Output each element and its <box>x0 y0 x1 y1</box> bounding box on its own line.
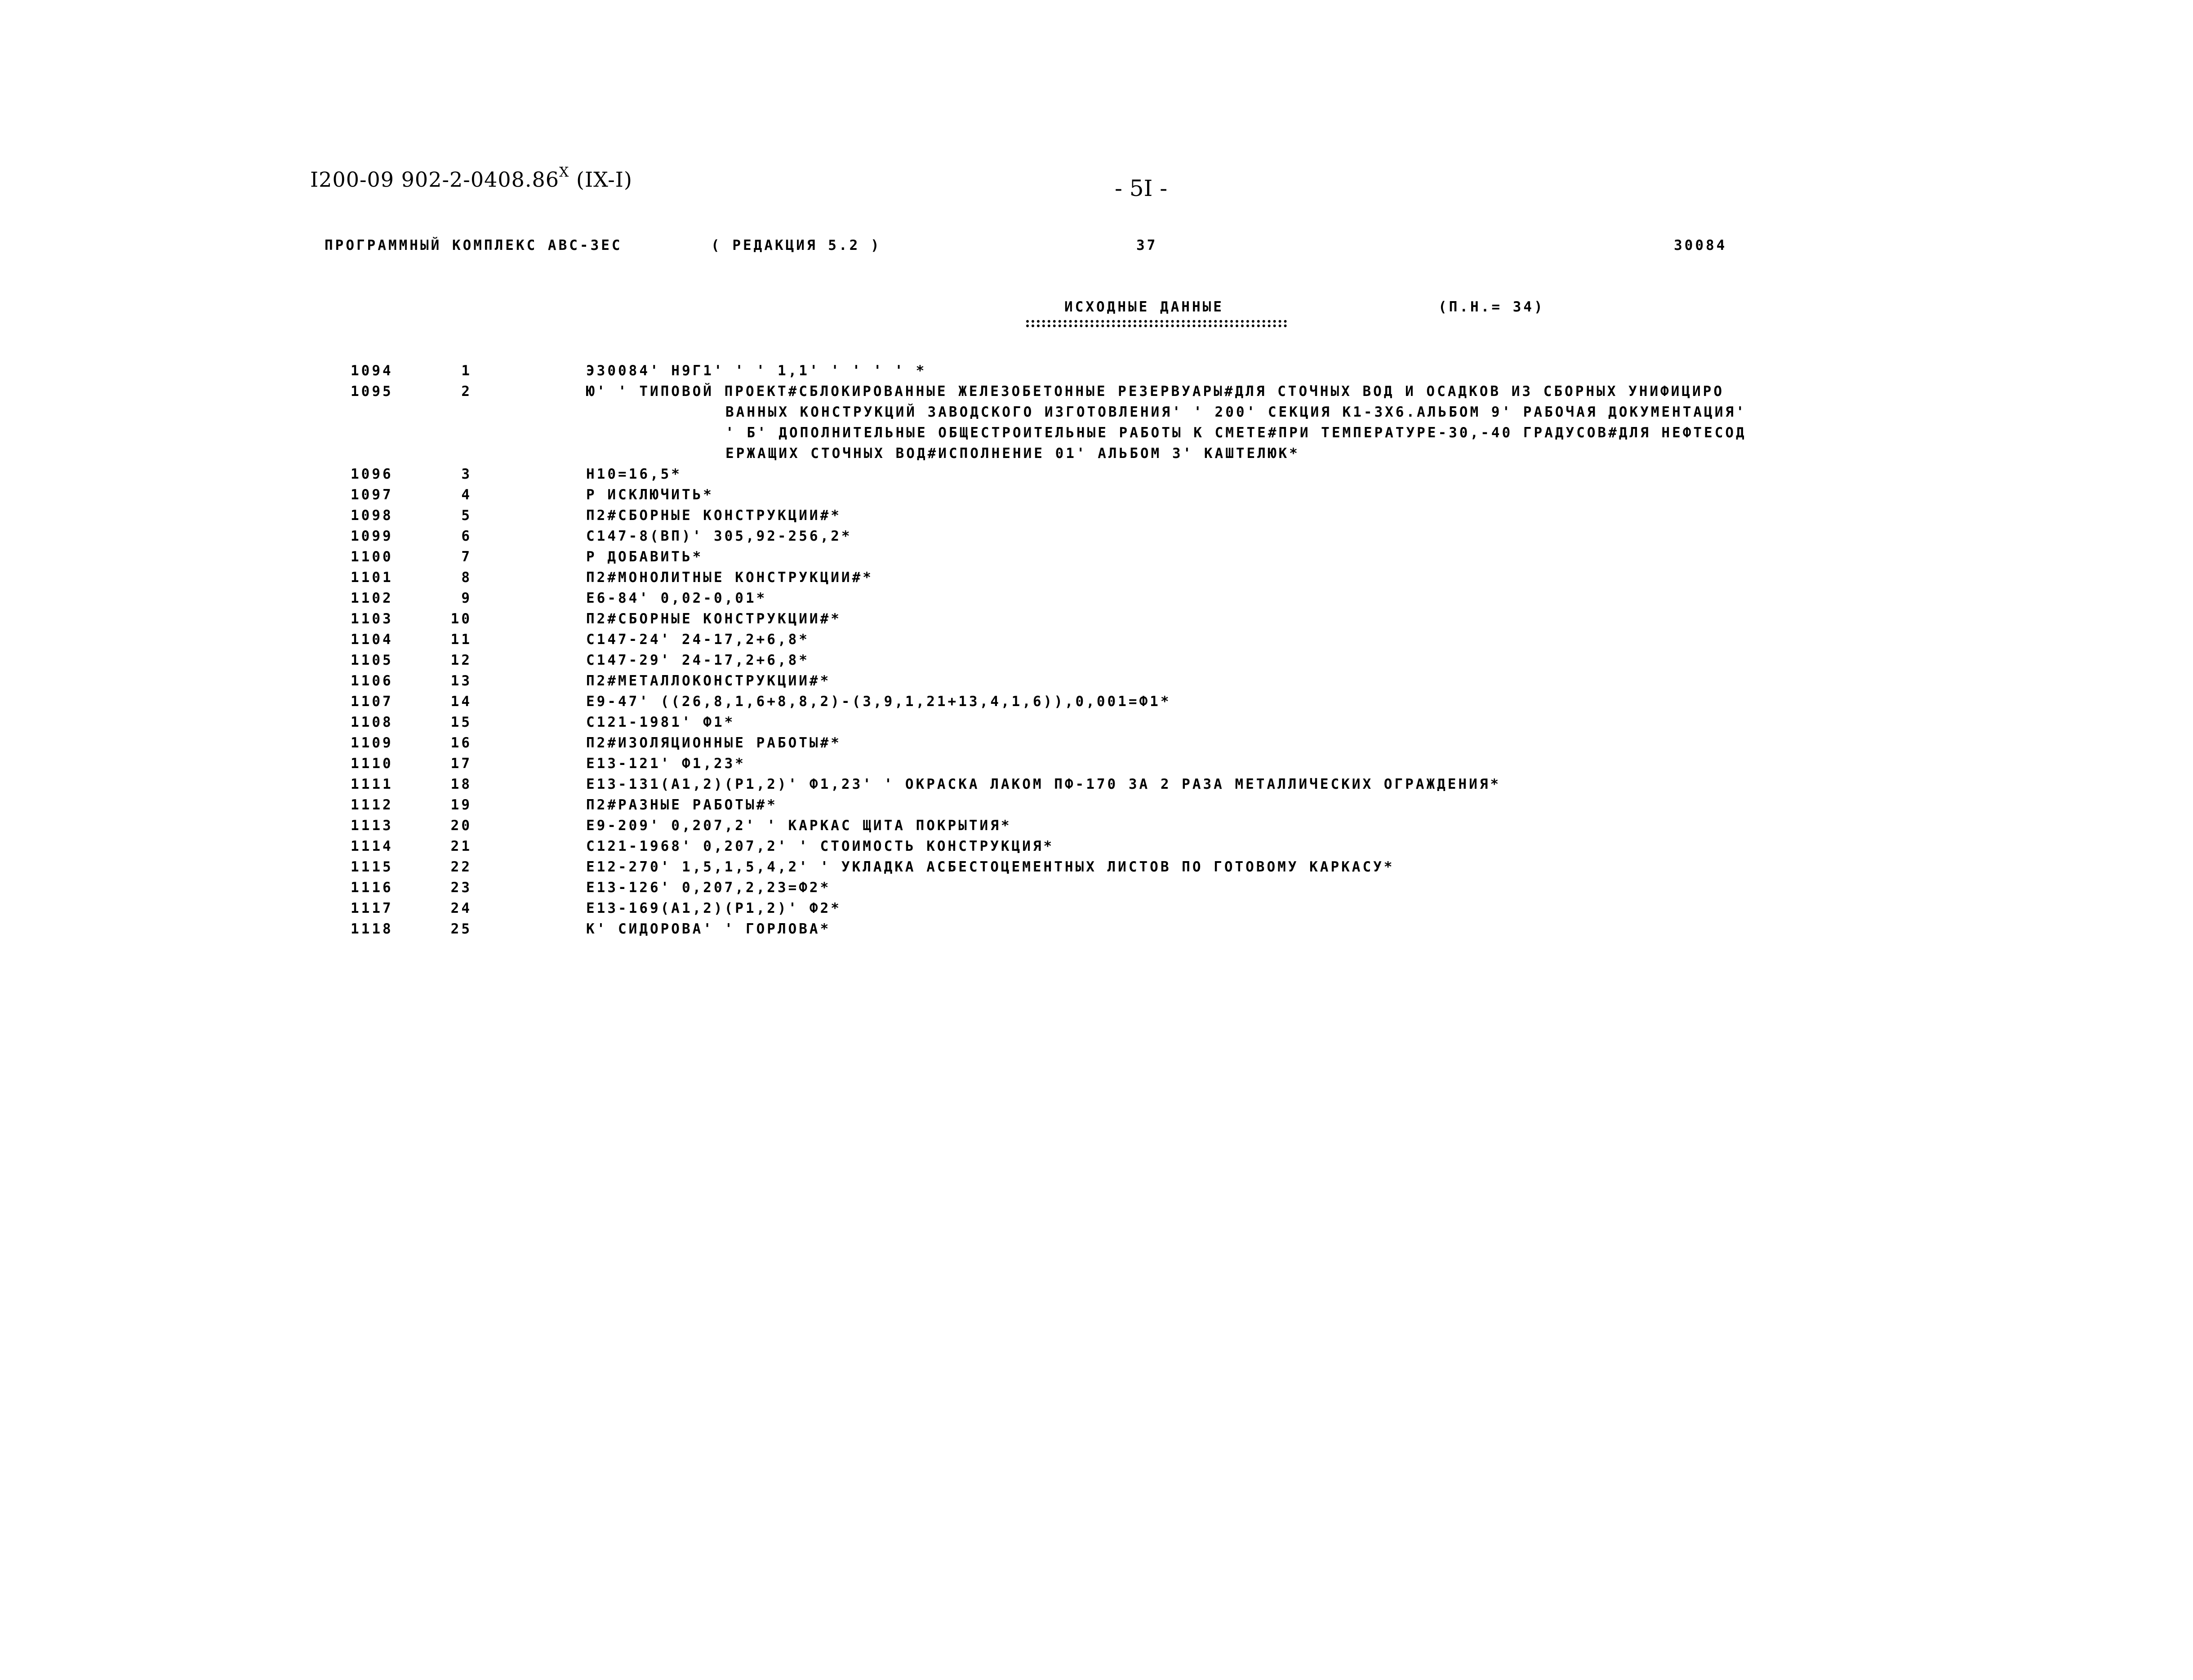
row-number: 1114 <box>351 838 393 854</box>
row-number: 1118 <box>351 921 393 937</box>
row-sequence: 19 <box>450 797 472 813</box>
program-name: ПРОГРАММНЫЙ КОМПЛЕКС АВС-ЗЕС <box>325 237 623 253</box>
row-sequence: 3 <box>461 466 472 482</box>
row-number: 1113 <box>351 818 393 834</box>
row-sequence: 21 <box>450 838 472 854</box>
row-sequence: 8 <box>461 569 472 586</box>
row-text: Е13-126' 0,207,2,23=Ф2* <box>586 880 831 896</box>
row-text: Ю' ' ТИПОВОЙ ПРОЕКТ#СБЛОКИРОВАННЫЕ ЖЕЛЕЗОБЕТОННЫЕ РЕЗЕРВУАРЫ#ДЛЯ СТОЧНЫХ ВОД И ОСАДКОВ ИЗ СБОРНЫХ УНИФИЦИРО <box>586 383 1725 400</box>
row-number: 1115 <box>351 859 393 875</box>
row-sequence: 2 <box>461 383 472 400</box>
row-sequence: 10 <box>450 611 472 627</box>
row-sequence: 17 <box>450 756 472 772</box>
row-text: К' СИДОРОВА' ' ГОРЛОВА* <box>586 921 831 937</box>
row-number: 1098 <box>351 507 393 524</box>
row-text: Е12-270' 1,5,1,5,4,2' ' УКЛАДКА АСБЕСТОЦЕМЕНТНЫХ ЛИСТОВ ПО ГОТОВОМУ КАРКАСУ* <box>586 859 1395 875</box>
row-sequence: 6 <box>461 528 472 544</box>
row-number: 1105 <box>351 652 393 668</box>
row-text: П2#СБОРНЫЕ КОНСТРУКЦИИ#* <box>586 507 841 524</box>
row-text: Р ДОБАВИТЬ* <box>586 549 703 565</box>
row-sequence: 16 <box>450 735 472 751</box>
row-sequence: 20 <box>450 818 472 834</box>
row-number: 1109 <box>351 735 393 751</box>
row-sequence: 24 <box>450 900 472 916</box>
row-number: 1102 <box>351 590 393 606</box>
row-text: ' Б' ДОПОЛНИТЕЛЬНЫЕ ОБЩЕСТРОИТЕЛЬНЫЕ РАБОТЫ К СМЕТЕ#ПРИ ТЕМПЕРАТУРЕ-30,-40 ГРАДУСОВ#ДЛЯ НЕФТЕСОД <box>725 425 1747 441</box>
project-code: 30084 <box>1674 237 1727 253</box>
row-sequence: 1 <box>461 363 472 379</box>
row-sequence: 13 <box>450 673 472 689</box>
row-text: Е13-169(А1,2)(Р1,2)' Ф2* <box>586 900 841 916</box>
row-sequence: 4 <box>461 487 472 503</box>
row-sequence: 18 <box>450 776 472 792</box>
section-pn: (П.Н.= 34) <box>1438 299 1545 315</box>
row-text: Е9-47' ((26,8,1,6+8,8,2)-(3,9,1,21+13,4,1,6)),0,001=Ф1* <box>586 693 1171 710</box>
row-sequence: 9 <box>461 590 472 606</box>
row-number: 1106 <box>351 673 393 689</box>
row-text: Р ИСКЛЮЧИТЬ* <box>586 487 714 503</box>
row-number: 1116 <box>351 880 393 896</box>
row-text: П2#МЕТАЛЛОКОНСТРУКЦИИ#* <box>586 673 831 689</box>
row-text: П2#МОНОЛИТНЫЕ КОНСТРУКЦИИ#* <box>586 569 873 586</box>
row-number: 1110 <box>351 756 393 772</box>
row-text: Е6-84' 0,02-0,01* <box>586 590 767 606</box>
row-sequence: 12 <box>450 652 472 668</box>
document-code-number: I200-09 902-2-0408.86 <box>310 167 560 192</box>
row-number: 1100 <box>351 549 393 565</box>
row-sequence: 7 <box>461 549 472 565</box>
row-text: П2#ИЗОЛЯЦИОННЫЕ РАБОТЫ#* <box>586 735 841 751</box>
row-text: С147-8(ВП)' 305,92-256,2* <box>586 528 852 544</box>
row-sequence: 5 <box>461 507 472 524</box>
row-sequence: 15 <box>450 714 472 730</box>
program-edition: ( РЕДАКЦИЯ 5.2 ) <box>711 237 881 253</box>
row-number: 1095 <box>351 383 393 400</box>
row-text: Е9-209' 0,207,2' ' КАРКАС ЩИТА ПОКРЫТИЯ* <box>586 818 1012 834</box>
row-sequence: 14 <box>450 693 472 710</box>
row-number: 1096 <box>351 466 393 482</box>
row-text: Н10=16,5* <box>586 466 682 482</box>
row-text: ЕРЖАЩИХ СТОЧНЫХ ВОД#ИСПОЛНЕНИЕ 01' АЛЬБОМ 3' КАШТЕЛЮК* <box>725 445 1300 462</box>
row-sequence: 22 <box>450 859 472 875</box>
page-number: - 5I - <box>1115 175 1168 201</box>
row-number: 1111 <box>351 776 393 792</box>
row-text: С121-1968' 0,207,2' ' СТОИМОСТЬ КОНСТРУКЦИЯ* <box>586 838 1054 854</box>
row-text: С121-1981' Ф1* <box>586 714 735 730</box>
row-number: 1099 <box>351 528 393 544</box>
row-text: Е13-131(А1,2)(Р1,2)' Ф1,23' ' ОКРАСКА ЛАКОМ ПФ-170 ЗА 2 РАЗА МЕТАЛЛИЧЕСКИХ ОГРАЖДЕНИЯ* <box>586 776 1501 792</box>
row-number: 1104 <box>351 631 393 648</box>
row-text: Е13-121' Ф1,23* <box>586 756 746 772</box>
row-sequence: 23 <box>450 880 472 896</box>
section-title: ИСХОДНЫЕ ДАННЫЕ <box>1064 299 1224 315</box>
row-number: 1108 <box>351 714 393 730</box>
row-text: П2#РАЗНЫЕ РАБОТЫ#* <box>586 797 778 813</box>
row-text: ВАННЫХ КОНСТРУКЦИЙ ЗАВОДСКОГО ИЗГОТОВЛЕНИЯ' ' 200' СЕКЦИЯ К1-3Х6.АЛЬБОМ 9' РАБОЧАЯ ДОКУМЕНТАЦИЯ' <box>725 404 1747 420</box>
sheet-number: 37 <box>1136 237 1158 253</box>
row-sequence: 11 <box>450 631 472 648</box>
section-title-underline <box>1026 320 1287 327</box>
row-text: С147-24' 24-17,2+6,8* <box>586 631 810 648</box>
row-text: Э30084' Н9Г1' ' ' 1,1' ' ' ' ' * <box>586 363 927 379</box>
row-number: 1101 <box>351 569 393 586</box>
document-code <box>310 164 632 192</box>
row-sequence: 25 <box>450 921 472 937</box>
row-number: 1094 <box>351 363 393 379</box>
document-code-mark: X <box>559 164 569 180</box>
row-text: П2#СБОРНЫЕ КОНСТРУКЦИИ#* <box>586 611 841 627</box>
row-number: 1097 <box>351 487 393 503</box>
row-number: 1107 <box>351 693 393 710</box>
row-number: 1103 <box>351 611 393 627</box>
row-text: С147-29' 24-17,2+6,8* <box>586 652 810 668</box>
row-number: 1112 <box>351 797 393 813</box>
row-number: 1117 <box>351 900 393 916</box>
document-code-suffix: (IX-I) <box>569 167 632 192</box>
